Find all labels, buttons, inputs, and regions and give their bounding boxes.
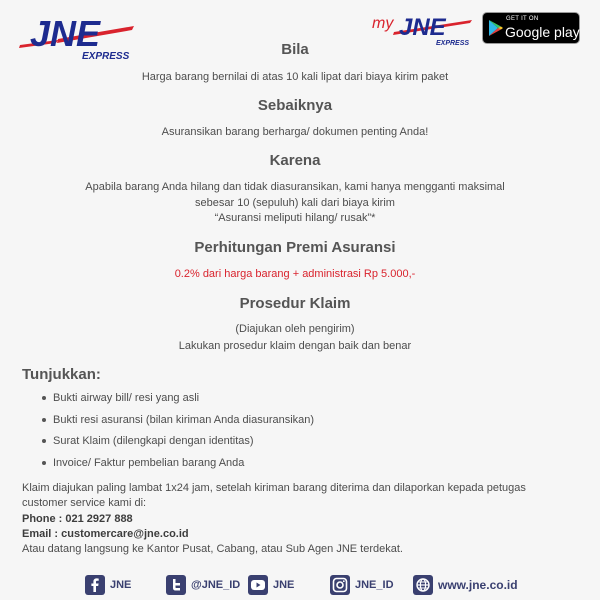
klaim-line-2: Lakukan prosedur klaim dengan baik dan benar xyxy=(178,340,412,352)
karena-line-2: sebesar 10 (sepuluh) kali dari biaya kirim xyxy=(195,197,395,209)
list-item: Bukti airway bill/ resi yang asli xyxy=(42,391,314,413)
visit-office-text: Atau datang langsung ke Kantor Pusat, Cabang, atau Sub Agen JNE terdekat. xyxy=(22,543,403,555)
claim-deadline-line-1: Klaim diajukan paling lambat 1x24 jam, setelah kiriman barang diterima dan dilaporkan kepada petugas xyxy=(22,482,526,494)
heading-tunjukkan: Tunjukkan: xyxy=(22,366,101,383)
facebook-link[interactable] xyxy=(85,574,131,596)
svg-text:JNE: JNE xyxy=(30,13,101,54)
instagram-icon xyxy=(330,575,350,595)
instagram-link[interactable] xyxy=(330,574,394,596)
heading-bila: Bila xyxy=(281,41,309,58)
google-play-icon xyxy=(489,20,503,36)
claim-deadline-line-2: customer service kami di: xyxy=(22,497,147,509)
facebook-icon xyxy=(85,575,105,595)
list-item: Surat Klaim (dilengkapi dengan identitas) xyxy=(42,434,314,456)
sebaiknya-text: Asuransikan barang berharga/ dokumen penting Anda! xyxy=(161,126,429,138)
facebook-label: JNE xyxy=(110,579,132,591)
svg-text:EXPRESS: EXPRESS xyxy=(436,40,470,47)
premi-text: 0.2% dari harga barang + administrasi Rp 5.000,- xyxy=(174,268,416,280)
youtube-label: JNE xyxy=(273,579,295,591)
website-label: www.jne.co.id xyxy=(438,578,518,592)
youtube-link[interactable] xyxy=(248,574,294,596)
document-list xyxy=(42,391,314,477)
karena-line-1: Apabila barang Anda hilang dan tidak diasuransikan, kami hanya mengganti maksimal xyxy=(85,181,505,193)
email-text: Email : customercare@jne.co.id xyxy=(22,528,189,540)
klaim-line-1: (Diajukan oleh pengirim) xyxy=(235,323,355,335)
website-link[interactable] xyxy=(413,574,518,596)
karena-line-3: “Asuransi meliputi hilang/ rusak”* xyxy=(214,212,376,224)
instagram-label: JNE_ID xyxy=(355,579,394,591)
youtube-icon xyxy=(248,575,268,595)
heading-karena: Karena xyxy=(269,152,321,169)
heading-prosedur-klaim: Prosedur Klaim xyxy=(239,295,351,312)
twitter-icon xyxy=(166,575,186,595)
store-caption: GET IT ON xyxy=(506,16,539,22)
svg-text:EXPRESS: EXPRESS xyxy=(82,51,130,62)
phone-info[interactable] xyxy=(22,513,582,525)
twitter-link[interactable] xyxy=(166,574,240,596)
twitter-label: @JNE_ID xyxy=(191,579,241,591)
globe-icon xyxy=(413,575,433,595)
google-play-badge[interactable] xyxy=(482,12,580,44)
store-name: Google play xyxy=(505,24,580,40)
email-info[interactable] xyxy=(22,528,582,540)
list-item: Invoice/ Faktur pembelian barang Anda xyxy=(42,456,314,478)
list-item: Bukti resi asuransi (bilan kiriman Anda diasuransikan) xyxy=(42,413,314,435)
bila-text: Harga barang bernilai di atas 10 kali lipat dari biaya kirim paket xyxy=(141,71,449,83)
phone-text: Phone : 021 2927 888 xyxy=(22,513,133,525)
heading-sebaiknya: Sebaiknya xyxy=(257,97,333,114)
heading-premi: Perhitungan Premi Asuransi xyxy=(194,239,396,256)
svg-text:JNE: JNE xyxy=(399,14,446,41)
svg-text:my: my xyxy=(372,15,394,32)
